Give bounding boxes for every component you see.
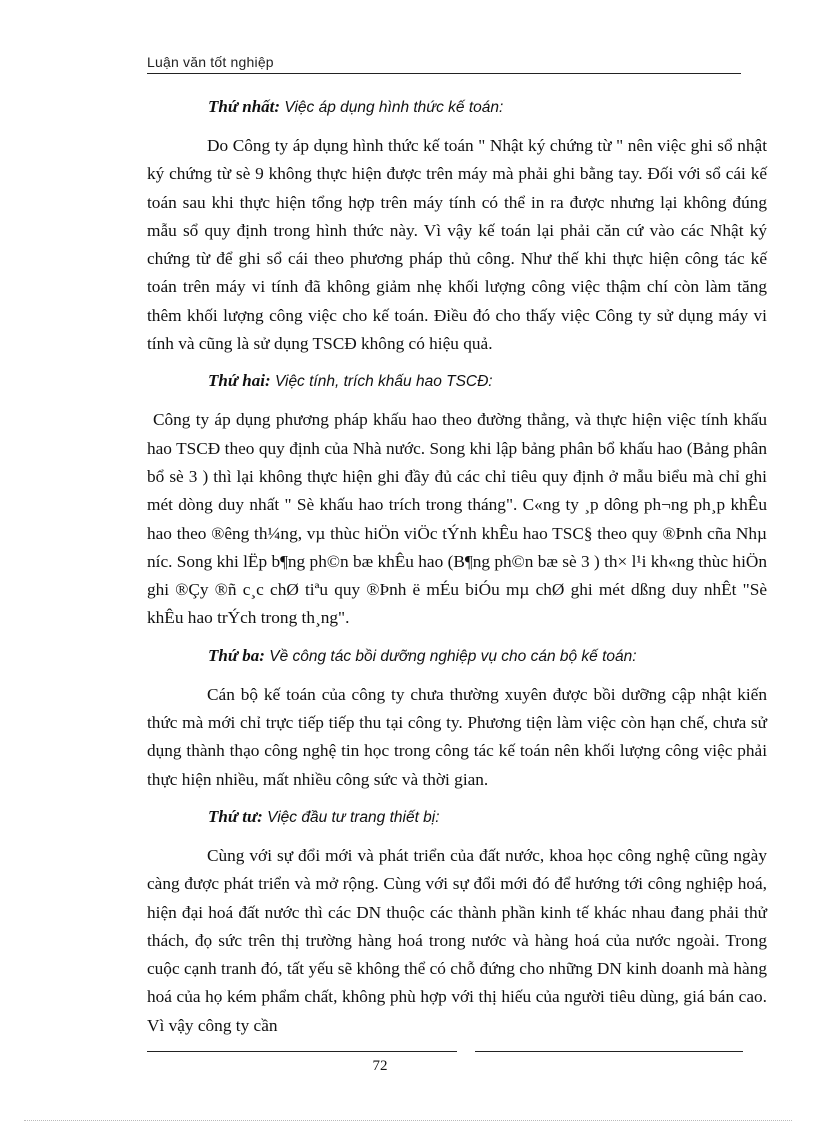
- page-edge-divider: [24, 1120, 792, 1121]
- section-title: Việc áp dụng hình thức kế toán:: [284, 99, 504, 116]
- section-paragraph-3: Cán bộ kế toán của công ty chưa thường xuyên được bồi dưỡng cập nhật kiến thức mà mới chỉ trực tiếp tiếp thu tại công ty. Phương tiện làm việc còn hạn chế, chưa sử dụng thành thạo công nghệ tin học trong công tác kế toán nên khối lượng công việc phải thực hiện nhiều, mất nhiều công sức và thời gian.: [147, 684, 767, 789]
- section-paragraph-2: Công ty áp dụng phương pháp khấu hao theo đường thẳng, và thực hiện việc tính khấu hao TSCĐ theo quy định của Nhà nước. Song khi lập bảng phân bổ khấu hao (Bảng phân bổ sè 3 ) thì lại không thực hiện ghi đầy đủ các chỉ tiêu quy định ở mẫu biểu mà chỉ ghi mét dòng duy nhất " Sè khấu hao trích trong tháng". C«ng ty ¸p dông ph¬ng ph¸p khÊu hao theo ®êng th¼ng, vµ thùc hiÖn viÖc tÝnh khÊu hao TSC§ theo quy ®Þnh cña Nhµ níc. Song khi lËp b¶ng ph©n bæ khÊu hao (B¶ng ph©n bæ sè 3 ) th× l¹i kh«ng thùc hiÖn ghi ®Çy ®ñ c¸c chØ tiªu quy ®Þnh ë mÉu biÓu mµ chØ ghi mét dßng duy nhÊt "Sè khÊu hao trÝch trong th¸ng".: [147, 410, 767, 628]
- section-heading-3: [208, 645, 767, 668]
- section-paragraph-4: Cùng với sự đổi mới và phát triển của đất nước, khoa học công nghệ cũng ngày càng được phát triển và mở rộng. Cùng với sự đổi mới đó để hướng tới công nghiệp hoá, hiện đại hoá đất nước thì các DN thuộc các thành phần kinh tế khác nhau đang phải thử thách, đọ sức trên thị trường hàng hoá trong nước và hàng hoá của nước ngoài. Trong cuộc cạnh tranh đó, tất yếu sẽ không thể có chỗ đứng cho những DN kinh doanh mà hàng hoá của họ kém phẩm chất, không phù hợp với thị hiếu của người tiêu dùng, giá bán cao. Vì vậy công ty cần: [147, 845, 767, 1035]
- footer-rule-left: [147, 1051, 457, 1052]
- section-title: Về công tác bồi dưỡng nghiệp vụ cho cán bộ kế toán:: [269, 647, 637, 665]
- section-lead: Thứ nhất:: [208, 97, 281, 116]
- section-title: Việc đầu tư trang thiết bị:: [267, 808, 440, 826]
- section-heading-2: [208, 370, 767, 393]
- document-body: [147, 96, 767, 1052]
- page-number: [0, 1058, 816, 1075]
- section-lead: Thứ hai:: [208, 371, 271, 391]
- section-lead: Thứ ba:: [208, 645, 265, 665]
- header-rule: [147, 73, 741, 74]
- section-paragraph-1: Do Công ty áp dụng hình thức kế toán " Nhật ký chứng từ " nên việc ghi sổ nhật ký chứng từ sè 9 không thực hiện được trên máy mà phải ghi bằng tay. Đối với sổ cái kế toán sau khi thực hiện tổng hợp trên máy tính có thể in ra được nhưng lại không đúng mẫu sổ quy định trong hình thức này. Vì vậy kế toán lại phải căn cứ vào các Nhật ký chứng từ để ghi sổ cái theo phương pháp thủ công. Như thế khi thực hiện công tác kế toán trên máy vi tính đã không giảm nhẹ khối lượng công việc thậm chí còn làm tăng thêm khối lượng công việc cho kế toán. Điều đó cho thấy việc Công ty sử dụng máy vi tính và cũng là sử dụng TSCĐ không có hiệu quả.: [147, 136, 767, 354]
- section-lead: Thứ tư:: [208, 806, 263, 826]
- section-heading-1: [208, 96, 767, 119]
- page-number-text: 72: [372, 1058, 388, 1074]
- footer-rule-right: [475, 1051, 743, 1052]
- section-title: Việc tính, trích khấu hao TSCĐ:: [274, 373, 493, 391]
- section-heading-4: [208, 806, 767, 829]
- header-title: Luận văn tốt nghiệp: [147, 54, 274, 70]
- page-header: [147, 54, 741, 74]
